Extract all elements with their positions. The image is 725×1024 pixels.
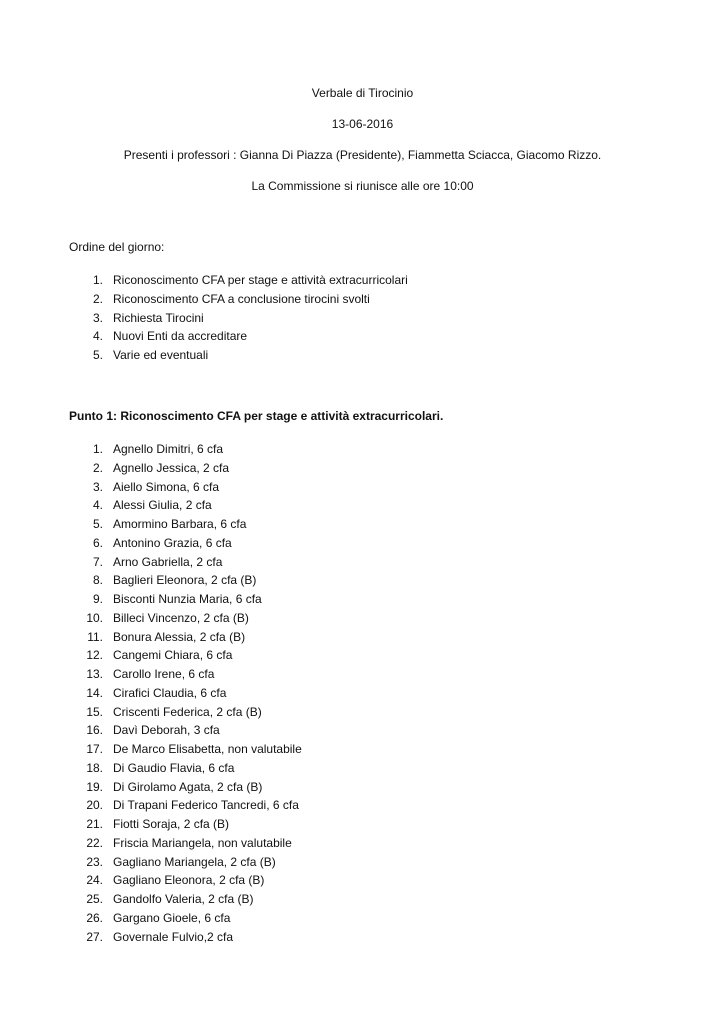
student-text: Arno Gabriella, 2 cfa [113,554,223,569]
student-number: 26. [86,910,103,925]
meeting-time: La Commissione si riunisce alle ore 10:00 [251,179,474,193]
student-text: Baglieri Eleonora, 2 cfa (B) [113,573,257,588]
student-number: 16. [86,723,103,738]
student-text: Gagliano Eleonora, 2 cfa (B) [113,873,265,888]
student-text: De Marco Elisabetta, non valutabile [113,742,302,756]
student-text: Bisconti Nunzia Maria, 6 cfa [113,592,262,606]
student-number: 2. [92,460,103,475]
student-number: 23. [86,854,103,869]
student-text: Criscenti Federica, 2 cfa (B) [113,704,262,719]
student-text: Fiotti Soraja, 2 cfa (B) [113,817,230,831]
student-text: Aiello Simona, 6 cfa [113,479,220,494]
student-text: Di Gaudio Flavia, 6 cfa [113,760,235,775]
agenda-item-number: 3. [92,310,103,325]
agenda-item-text: Varie ed eventuali [113,348,209,362]
student-number: 22. [86,835,103,850]
agenda-item-number: 4. [92,329,103,344]
student-text: Cangemi Chiara, 6 cfa [113,648,233,663]
agenda-heading: Ordine del giorno: [69,240,165,254]
student-number: 27. [86,929,103,944]
student-text: Bonura Alessia, 2 cfa (B) [113,629,246,644]
student-number: 17. [86,742,103,756]
student-text: Di Trapani Federico Tancredi, 6 cfa [113,798,299,813]
document-date: 13-06-2016 [331,117,394,131]
student-number: 9. [92,592,103,606]
student-number: 8. [92,573,103,588]
student-text: Davì Deborah, 3 cfa [113,723,220,738]
agenda-item-number: 5. [92,348,103,362]
student-number: 10. [86,610,103,625]
student-text: Gargano Gioele, 6 cfa [113,910,231,925]
student-number: 13. [86,667,103,681]
agenda-item-text: Riconoscimento CFA a conclusione tirocini svolti [113,291,370,306]
student-number: 6. [92,535,103,550]
student-number: 15. [86,704,103,719]
student-text: Agnello Dimitri, 6 cfa [113,442,224,456]
document-title: Verbale di Tirocinio [311,86,414,100]
student-text: Antonino Grazia, 6 cfa [113,535,232,550]
student-number: 21. [86,817,103,831]
agenda-item-number: 2. [92,291,103,306]
student-text: Alessi Giulia, 2 cfa [113,498,212,513]
student-text: Gandolfo Valeria, 2 cfa (B) [113,892,254,906]
student-text: Friscia Mariangela, non valutabile [113,835,292,850]
agenda-item-text: Nuovi Enti da accreditare [113,329,248,344]
student-number: 25. [86,892,103,906]
student-number: 4. [92,498,103,513]
agenda-item-number: 1. [92,273,103,287]
student-text: Carollo Irene, 6 cfa [113,667,215,681]
student-number: 18. [86,760,103,775]
student-text: Di Girolamo Agata, 2 cfa (B) [113,779,263,794]
student-number: 1. [92,442,103,456]
student-number: 24. [86,873,103,888]
student-number: 20. [86,798,103,813]
agenda-item-text: Riconoscimento CFA per stage e attività extracurricolari [113,273,408,287]
agenda-item-text: Richiesta Tirocini [113,310,204,325]
present-professors: Presenti i professori : Gianna Di Piazza (Presidente), Fiammetta Sciacca, Giacomo Rizzo. [123,148,602,162]
student-number: 19. [86,779,103,794]
student-number: 7. [92,554,103,569]
point1-heading: Punto 1: Riconoscimento CFA per stage e attività extracurricolari. [69,409,444,423]
student-text: Cirafici Claudia, 6 cfa [113,685,227,700]
student-number: 12. [86,648,103,663]
student-number: 11. [87,629,103,644]
student-text: Billeci Vincenzo, 2 cfa (B) [113,610,249,625]
student-text: Agnello Jessica, 2 cfa [113,460,230,475]
student-text: Amormino Barbara, 6 cfa [113,517,247,531]
student-text: Gagliano Mariangela, 2 cfa (B) [113,854,276,869]
student-number: 5. [92,517,103,531]
student-number: 3. [92,479,103,494]
student-number: 14. [86,685,103,700]
student-text: Governale Fulvio,2 cfa [113,929,234,944]
